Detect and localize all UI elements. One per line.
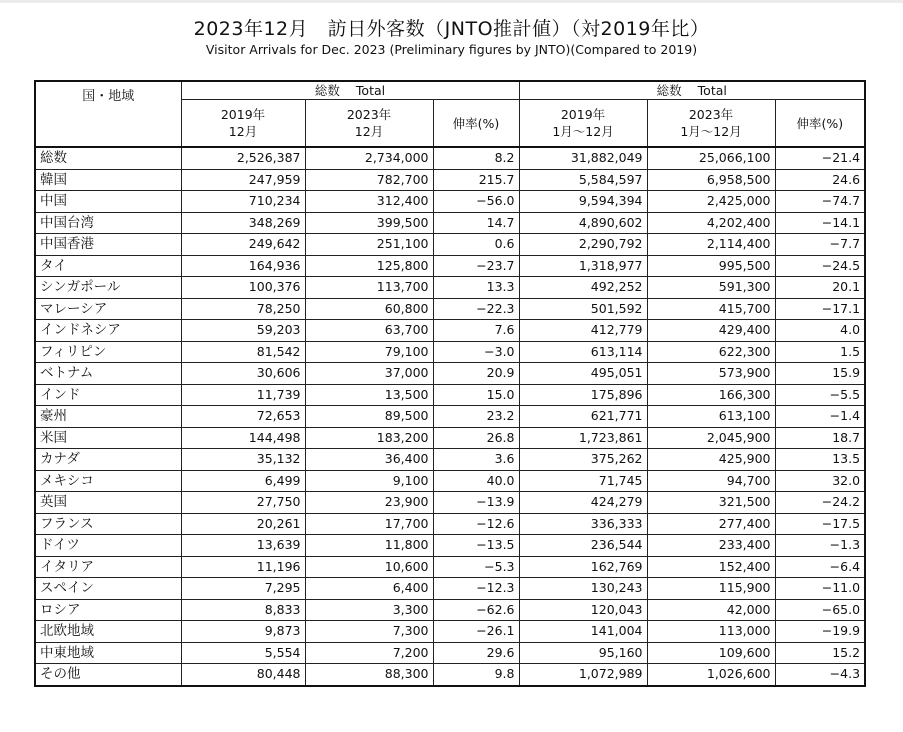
cell-growth-dec: 3.6 [433,449,519,471]
cell-2019-full: 1,723,861 [519,427,647,449]
cell-2019-full: 141,004 [519,621,647,643]
cell-growth-dec: −12.6 [433,513,519,535]
cell-2023-dec: 17,700 [305,513,433,535]
cell-2023-dec: 11,800 [305,535,433,557]
cell-2023-full: 113,000 [647,621,775,643]
cell-country: シンガポール [35,277,181,299]
cell-2023-dec: 79,100 [305,341,433,363]
cell-2023-full: 166,300 [647,384,775,406]
col-header-growth-dec: 伸率(%) [433,100,519,148]
cell-2019-full: 236,544 [519,535,647,557]
cell-2023-full: 2,114,400 [647,234,775,256]
group-header-full-en: Total [697,83,727,98]
group-header-full-jp: 総数 [656,83,682,98]
table-row [35,642,865,664]
cell-2019-full: 175,896 [519,384,647,406]
cell-growth-dec: 0.6 [433,234,519,256]
cell-growth-full: 20.1 [775,277,865,299]
cell-growth-full: −21.4 [775,147,865,169]
cell-2023-full: 591,300 [647,277,775,299]
cell-growth-full: −5.5 [775,384,865,406]
table-row [35,320,865,342]
cell-country: 米国 [35,427,181,449]
cell-country: マレーシア [35,298,181,320]
cell-2019-dec: 249,642 [181,234,305,256]
cell-2019-dec: 81,542 [181,341,305,363]
cell-country: 中国台湾 [35,212,181,234]
cell-2023-dec: 63,700 [305,320,433,342]
table-body [35,147,865,686]
table-row [35,298,865,320]
cell-growth-dec: 40.0 [433,470,519,492]
col-header-2023-full-range: 1月～12月 [680,124,742,139]
col-header-2023-full-year: 2023年 [688,107,734,122]
cell-2019-dec: 72,653 [181,406,305,428]
cell-2019-full: 501,592 [519,298,647,320]
cell-2023-full: 42,000 [647,599,775,621]
cell-2023-dec: 125,800 [305,255,433,277]
col-header-2019-full-range: 1月～12月 [552,124,614,139]
cell-country: フィリピン [35,341,181,363]
cell-2023-full: 6,958,500 [647,169,775,191]
cell-country: その他 [35,664,181,686]
cell-country: イタリア [35,556,181,578]
table-row [35,578,865,600]
col-header-growth-full: 伸率(%) [775,100,865,148]
cell-2019-dec: 247,959 [181,169,305,191]
cell-2019-dec: 348,269 [181,212,305,234]
cell-2019-full: 4,890,602 [519,212,647,234]
table-row [35,169,865,191]
cell-country: ベトナム [35,363,181,385]
table-row [35,621,865,643]
cell-growth-full: −1.4 [775,406,865,428]
cell-2023-full: 995,500 [647,255,775,277]
cell-2019-dec: 27,750 [181,492,305,514]
cell-2023-dec: 36,400 [305,449,433,471]
cell-growth-dec: −3.0 [433,341,519,363]
cell-country: 英国 [35,492,181,514]
cell-country: 韓国 [35,169,181,191]
cell-2023-full: 429,400 [647,320,775,342]
table-row [35,363,865,385]
top-divider [0,0,903,3]
table-row [35,234,865,256]
cell-growth-dec: 13.3 [433,277,519,299]
cell-2019-dec: 710,234 [181,191,305,213]
cell-2019-dec: 11,739 [181,384,305,406]
cell-growth-dec: −5.3 [433,556,519,578]
cell-2023-full: 152,400 [647,556,775,578]
cell-2019-full: 1,318,977 [519,255,647,277]
cell-2019-full: 613,114 [519,341,647,363]
cell-2023-dec: 13,500 [305,384,433,406]
cell-country: ドイツ [35,535,181,557]
cell-country: カナダ [35,449,181,471]
cell-2019-full: 412,779 [519,320,647,342]
cell-2023-full: 321,500 [647,492,775,514]
cell-2023-dec: 23,900 [305,492,433,514]
col-header-2019-dec-month: 12月 [228,124,258,139]
table-row [35,341,865,363]
cell-country: 総数 [35,147,181,169]
cell-2019-dec: 20,261 [181,513,305,535]
cell-2023-full: 622,300 [647,341,775,363]
cell-2019-dec: 100,376 [181,277,305,299]
group-header-full [519,81,865,100]
cell-growth-dec: −13.9 [433,492,519,514]
cell-growth-full: −17.5 [775,513,865,535]
cell-2023-full: 109,600 [647,642,775,664]
table-row [35,470,865,492]
cell-2023-dec: 89,500 [305,406,433,428]
cell-country: 中国 [35,191,181,213]
cell-2019-dec: 35,132 [181,449,305,471]
cell-2019-full: 9,594,394 [519,191,647,213]
cell-country: スペイン [35,578,181,600]
table-row [35,384,865,406]
cell-growth-full: −74.7 [775,191,865,213]
table-row [35,277,865,299]
cell-2023-full: 4,202,400 [647,212,775,234]
cell-2023-dec: 183,200 [305,427,433,449]
cell-2019-full: 5,584,597 [519,169,647,191]
table-row [35,535,865,557]
cell-growth-full: 4.0 [775,320,865,342]
cell-growth-dec: 23.2 [433,406,519,428]
cell-2023-full: 2,045,900 [647,427,775,449]
page-subtitle: Visitor Arrivals for Dec. 2023 (Preliminary figures by JNTO)(Compared to 2019) [205,42,698,57]
cell-growth-dec: 14.7 [433,212,519,234]
page-title: 2023年12月 訪日外客数（JNTO推計値）（対2019年比） [193,18,710,40]
cell-growth-dec: 15.0 [433,384,519,406]
cell-2019-full: 1,072,989 [519,664,647,686]
cell-growth-full: −17.1 [775,298,865,320]
cell-2019-dec: 7,295 [181,578,305,600]
cell-growth-full: 13.5 [775,449,865,471]
cell-growth-dec: 26.8 [433,427,519,449]
cell-2019-full: 336,333 [519,513,647,535]
group-header-dec-jp: 総数 [314,83,340,98]
cell-growth-full: 15.2 [775,642,865,664]
cell-2019-dec: 30,606 [181,363,305,385]
cell-2019-full: 31,882,049 [519,147,647,169]
cell-growth-full: −24.5 [775,255,865,277]
cell-country: 豪州 [35,406,181,428]
cell-country: インド [35,384,181,406]
col-header-2023-full [647,100,775,148]
cell-2019-full: 492,252 [519,277,647,299]
cell-2019-dec: 144,498 [181,427,305,449]
cell-growth-dec: −56.0 [433,191,519,213]
col-header-2019-full [519,100,647,148]
cell-2023-dec: 113,700 [305,277,433,299]
col-header-2023-dec-month: 12月 [354,124,384,139]
cell-growth-dec: 20.9 [433,363,519,385]
cell-2019-full: 95,160 [519,642,647,664]
cell-growth-full: −6.4 [775,556,865,578]
cell-2023-full: 613,100 [647,406,775,428]
cell-2023-full: 115,900 [647,578,775,600]
cell-2019-dec: 11,196 [181,556,305,578]
col-header-2023-dec [305,100,433,148]
cell-growth-dec: 29.6 [433,642,519,664]
cell-2019-dec: 78,250 [181,298,305,320]
cell-growth-full: −7.7 [775,234,865,256]
cell-growth-dec: −26.1 [433,621,519,643]
cell-2019-full: 120,043 [519,599,647,621]
cell-2023-full: 425,900 [647,449,775,471]
cell-2019-full: 71,745 [519,470,647,492]
cell-growth-full: 18.7 [775,427,865,449]
cell-2023-dec: 312,400 [305,191,433,213]
cell-growth-dec: −13.5 [433,535,519,557]
table-row [35,406,865,428]
cell-2023-dec: 88,300 [305,664,433,686]
col-header-2023-dec-year: 2023年 [346,107,392,122]
cell-2019-dec: 6,499 [181,470,305,492]
table-row [35,191,865,213]
cell-2023-dec: 60,800 [305,298,433,320]
table-row [35,255,865,277]
cell-growth-dec: −12.3 [433,578,519,600]
cell-country: インドネシア [35,320,181,342]
table-row [35,427,865,449]
group-header-dec-en: Total [355,83,386,98]
group-header-dec [181,81,519,100]
cell-growth-full: −1.3 [775,535,865,557]
table-row [35,513,865,535]
cell-2023-full: 277,400 [647,513,775,535]
cell-growth-dec: 9.8 [433,664,519,686]
cell-growth-full: −65.0 [775,599,865,621]
cell-2023-dec: 3,300 [305,599,433,621]
table-row [35,599,865,621]
cell-country: メキシコ [35,470,181,492]
cell-2019-full: 424,279 [519,492,647,514]
cell-2023-dec: 9,100 [305,470,433,492]
cell-country: 中国香港 [35,234,181,256]
cell-2019-dec: 80,448 [181,664,305,686]
table-row [35,212,865,234]
cell-2019-dec: 9,873 [181,621,305,643]
cell-growth-dec: −62.6 [433,599,519,621]
cell-growth-dec: 215.7 [433,169,519,191]
cell-2019-dec: 164,936 [181,255,305,277]
cell-growth-full: 24.6 [775,169,865,191]
cell-2019-full: 130,243 [519,578,647,600]
cell-country: 中東地域 [35,642,181,664]
cell-2019-full: 375,262 [519,449,647,471]
cell-growth-full: 1.5 [775,341,865,363]
cell-2023-full: 573,900 [647,363,775,385]
cell-2023-dec: 399,500 [305,212,433,234]
cell-growth-full: −11.0 [775,578,865,600]
col-header-2019-dec-year: 2019年 [220,107,266,122]
table-row [35,449,865,471]
col-header-2019-dec [181,100,305,148]
cell-2019-dec: 2,526,387 [181,147,305,169]
cell-country: フランス [35,513,181,535]
cell-country: 北欧地域 [35,621,181,643]
cell-country: タイ [35,255,181,277]
cell-2023-dec: 782,700 [305,169,433,191]
table-row [35,147,865,169]
table-row [35,664,865,686]
cell-2019-full: 621,771 [519,406,647,428]
region-header: 国・地域 [35,81,181,147]
cell-2019-full: 495,051 [519,363,647,385]
cell-2023-dec: 7,300 [305,621,433,643]
cell-2019-full: 2,290,792 [519,234,647,256]
cell-2023-dec: 37,000 [305,363,433,385]
cell-growth-dec: −23.7 [433,255,519,277]
col-header-2019-full-year: 2019年 [560,107,606,122]
cell-2023-full: 94,700 [647,470,775,492]
cell-2023-full: 233,400 [647,535,775,557]
visitor-arrivals-table [34,80,866,687]
table-row [35,556,865,578]
cell-growth-full: −19.9 [775,621,865,643]
table-row [35,492,865,514]
cell-2019-full: 162,769 [519,556,647,578]
cell-country: ロシア [35,599,181,621]
cell-growth-full: 32.0 [775,470,865,492]
cell-2019-dec: 59,203 [181,320,305,342]
cell-2019-dec: 8,833 [181,599,305,621]
cell-2023-full: 2,425,000 [647,191,775,213]
cell-growth-dec: −22.3 [433,298,519,320]
cell-2023-dec: 7,200 [305,642,433,664]
cell-growth-full: −4.3 [775,664,865,686]
cell-2023-dec: 10,600 [305,556,433,578]
cell-2023-dec: 6,400 [305,578,433,600]
cell-2023-dec: 2,734,000 [305,147,433,169]
cell-growth-dec: 8.2 [433,147,519,169]
cell-2023-full: 415,700 [647,298,775,320]
cell-2019-dec: 5,554 [181,642,305,664]
cell-growth-full: −24.2 [775,492,865,514]
cell-2023-full: 25,066,100 [647,147,775,169]
cell-2023-full: 1,026,600 [647,664,775,686]
cell-2023-dec: 251,100 [305,234,433,256]
cell-growth-full: 15.9 [775,363,865,385]
cell-growth-dec: 7.6 [433,320,519,342]
cell-2019-dec: 13,639 [181,535,305,557]
cell-growth-full: −14.1 [775,212,865,234]
